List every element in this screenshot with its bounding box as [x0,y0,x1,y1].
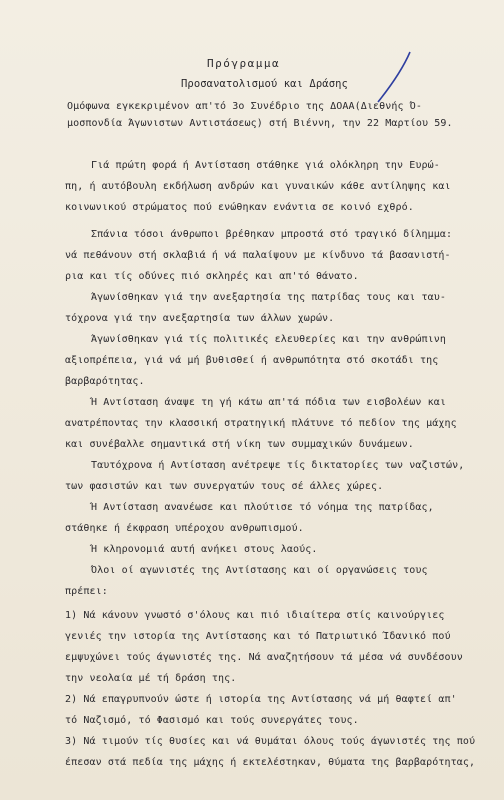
text-line: Ομόφωνα εγκεκριμένον απ'τό 3ο Συνέδριο της ΔΟΑΑ(Διεθνής Ό- [67,101,422,112]
text-line: στάθηκε ή έκφραση υπέροχου ανθρωπισμού. [65,523,304,534]
text-line: ρια και τίς οδύνες πιό σκληρές και απ'τό θάνατο. [65,271,359,282]
text-line: ανατρέποντας την κλασσική στρατηγική πλάτυνε τό πεδίον της μάχης [65,418,457,429]
text-line: έπεσαν στά πεδία της μάχης ή εκτελέστηκαν, θύματα της βαρβαρότητας, [65,757,476,768]
text-line: τό Ναζισμό, τό Φασισμό και τούς συνεργάτες τους. [65,715,359,726]
text-line: την νεολαία μέ τή δράση της. [65,673,237,684]
list-item-3: 3) Νά τιμούν τίς θυσίες και νά θυμάται όλους τούς άγωνιστές της πού [65,736,476,747]
list-item-2: 2) Νά επαγρυπνούν ώστε ή ιστορία της Αντίστασης νά μή θαφτεί απ' [65,694,457,705]
text-line: των φασιστών και των συνεργατών τους σέ άλλες χώρες. [65,481,384,492]
text-line: νά πεθάνουν στή σκλαβιά ή νά παλαίψουν με κίνδυνο τά βασανιστή- [65,250,451,261]
text-line: μοσπονδία Άγωνιστων Αντιστάσεως) στή Βιέννη, την 22 Μαρτίου 59. [67,118,453,129]
text-line: Ή Αντίσταση άναψε τη γή κάτω απ'τά πόδια των εισβολέων και [91,397,446,408]
text-line: Άγωνίσθηκαν γιά τίς πολιτικές ελευθερίες και την ανθρώπινη [91,334,446,345]
text-line: βαρβαρότητας. [65,376,145,387]
text-line: αξιοπρέπεια, γιά νά μή βυθισθεί ή ανθρωπότητα στό σκοτάδι της [65,355,439,366]
doc-title: Πρόγραμμα [207,57,281,70]
text-line: Ή κληρονομιά αυτή ανήκει στους λαούς. [91,544,318,555]
text-line: Ταυτόχρονα ή Αντίσταση ανέτρεψε τίς δικτατορίες των ναζιστών, [91,460,465,471]
text-line: και συνέβαλλε σημαντικά στή νίκη των συμμαχικών δυνάμεων. [65,439,414,450]
text-line: Σπάνια τόσοι άνθρωποι βρέθηκαν μπροστά στό τραγικό δίλημμα: [91,229,453,240]
list-item-1: 1) Νά κάνουν γνωστό σ'όλους και πιό ιδιαίτερα στίς καινούργιες [65,610,445,621]
text-line: τόχρονα γιά την ανεξαρτησία των άλλων χωρών. [65,313,335,324]
text-line: γενιές την ιστορία της Αντίστασης και τό Πατριωτικό Ίδανικό πού [65,631,451,642]
text-line: Όλοι οί αγωνιστές της Αντίστασης και οί οργανώσεις τους [91,565,428,576]
text-line: Γιά πρώτη φορά ή Αντίσταση στάθηκε γιά ολόκληρη την Ευρώ- [91,160,440,171]
text-line: Άγωνίσθηκαν γιά την ανεξαρτησία της πατρίδας τους και ταυ- [91,292,446,303]
pen-stroke-mark [370,48,420,108]
text-line: πη, ή αυτόβουλη εκδήλωση ανδρών και γυναικών κάθε αντίληψης και [65,181,451,192]
doc-subtitle: Προσανατολισμού και Δράσης [181,78,348,90]
text-line: εμψυχώνει τούς άγωνιστές της. Νά αναζητήσουν τά μέσα νά συνδέσουν [65,652,463,663]
text-line: κοινωνικού στρώματος πού ενώθηκαν ενάντια σε κοινό εχθρό. [65,202,414,213]
text-line: Ή Αντίσταση ανανέωσε και πλούτισε τό νόημα της πατρίδας, [91,502,434,513]
text-line: πρέπει: [65,586,108,597]
